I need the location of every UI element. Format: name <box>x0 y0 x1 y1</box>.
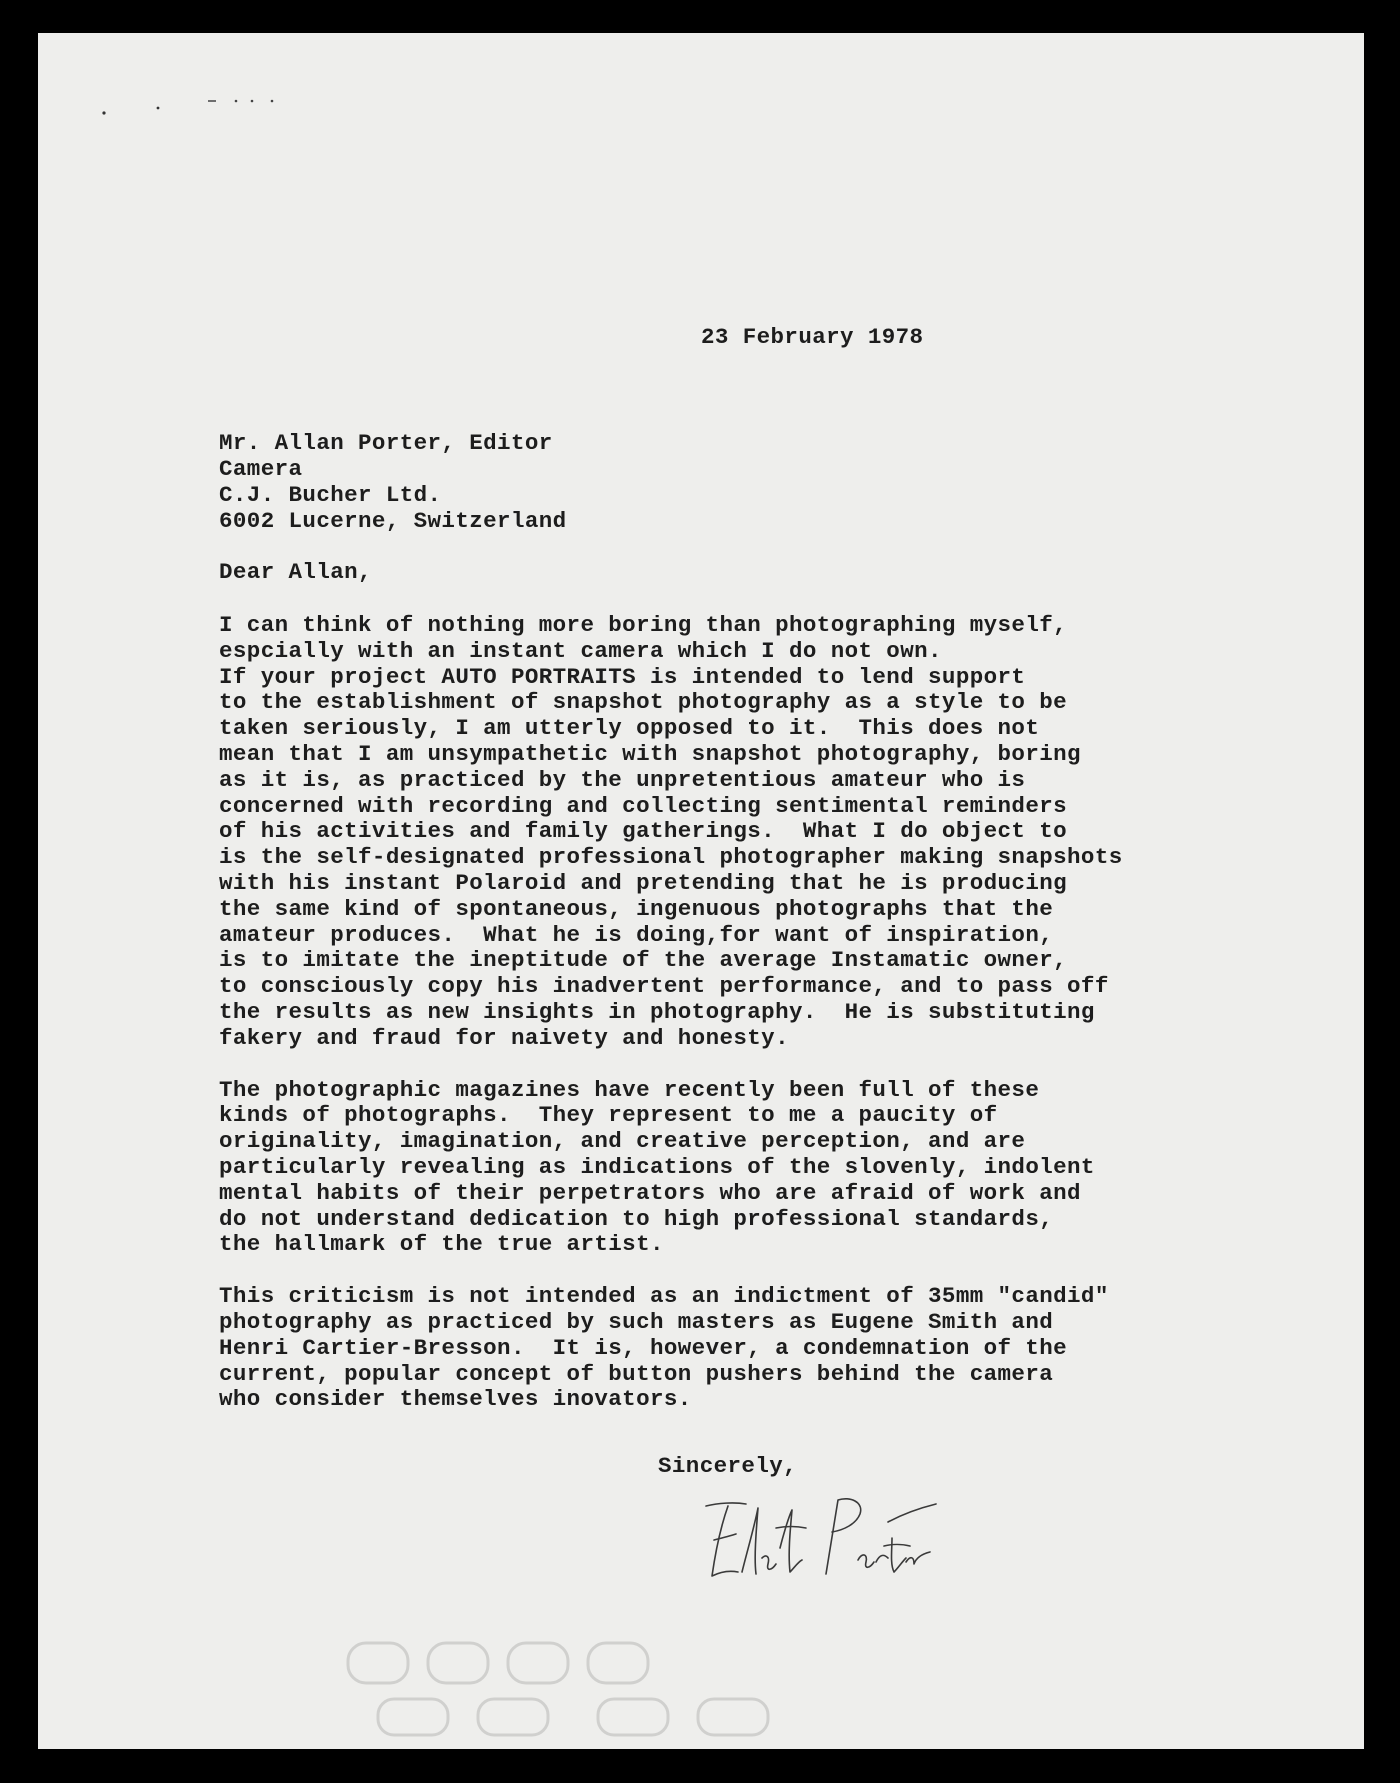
text-line: amateur produces. What he is doing,for want of inspiration, <box>219 921 1054 948</box>
text-line: This criticism is not intended as an indictment of 35mm "candid" <box>219 1283 1109 1310</box>
text-line: current, popular concept of button pushers behind the camera <box>219 1360 1054 1387</box>
corner-marks <box>100 91 340 121</box>
recipient-line: 6002 Lucerne, Switzerland <box>219 508 567 534</box>
text-line: as it is, as practiced by the unpretentious amateur who is <box>219 766 1026 793</box>
text-line: taken seriously, I am utterly opposed to it. This does not <box>219 715 1040 742</box>
text-line: mean that I am unsympathetic with snapshot photography, boring <box>219 740 1081 767</box>
recipient-line: C.J. Bucher Ltd. <box>219 482 442 508</box>
text-line: do not understand dedication to high professional standards, <box>219 1205 1054 1232</box>
text-line: originality, imagination, and creative perception, and are <box>219 1128 1026 1155</box>
text-line: to consciously copy his inadvertent performance, and to pass off <box>219 973 1109 1000</box>
paragraph <box>219 1078 1123 1259</box>
text-line: of his activities and family gatherings. What I do object to <box>219 818 1068 845</box>
letter-body <box>219 613 1123 1439</box>
recipient-line: Mr. Allan Porter, Editor <box>219 430 553 456</box>
text-line: with his instant Polaroid and pretending that he is producing <box>219 869 1068 896</box>
text-line: The photographic magazines have recently been full of these <box>219 1076 1040 1103</box>
text-line: I can think of nothing more boring than photographing myself, <box>219 612 1068 638</box>
salutation: Dear Allan, <box>219 559 372 585</box>
text-line: the same kind of spontaneous, ingenuous photographs that the <box>219 895 1054 922</box>
handwritten-signature <box>698 1488 938 1598</box>
text-line: is to imitate the ineptitude of the average Instamatic owner, <box>219 947 1068 974</box>
text-line: If your project AUTO PORTRAITS is intended to lend support <box>219 663 1026 690</box>
closing: Sincerely, <box>658 1453 798 1479</box>
paragraph <box>219 613 1123 1052</box>
text-line: Henri Cartier-Bresson. It is, however, a condemnation of the <box>219 1334 1068 1361</box>
bleed-through-marks <box>338 1633 838 1743</box>
text-line: to the establishment of snapshot photography as a style to be <box>219 689 1068 716</box>
text-line: concerned with recording and collecting sentimental reminders <box>219 792 1068 819</box>
text-line: the hallmark of the true artist. <box>219 1231 664 1258</box>
text-line: particularly revealing as indications of the slovenly, indolent <box>219 1153 1095 1180</box>
text-line: the results as new insights in photography. He is substituting <box>219 998 1095 1025</box>
letter-date: 23 February 1978 <box>701 324 924 350</box>
text-line: fakery and fraud for naivety and honesty. <box>219 1024 789 1051</box>
text-line: is the self-designated professional photographer making snapshots <box>219 844 1123 871</box>
text-line: espcially with an instant camera which I do not own. <box>219 637 942 664</box>
recipient-line: Camera <box>219 456 303 482</box>
text-line: kinds of photographs. They represent to me a paucity of <box>219 1102 998 1129</box>
recipient-address <box>219 430 567 534</box>
text-line: photography as practiced by such masters as Eugene Smith and <box>219 1308 1054 1335</box>
paragraph <box>219 1284 1123 1413</box>
letter-page <box>38 33 1364 1749</box>
text-line: mental habits of their perpetrators who are afraid of work and <box>219 1179 1081 1206</box>
text-line: who consider themselves inovators. <box>219 1386 692 1413</box>
